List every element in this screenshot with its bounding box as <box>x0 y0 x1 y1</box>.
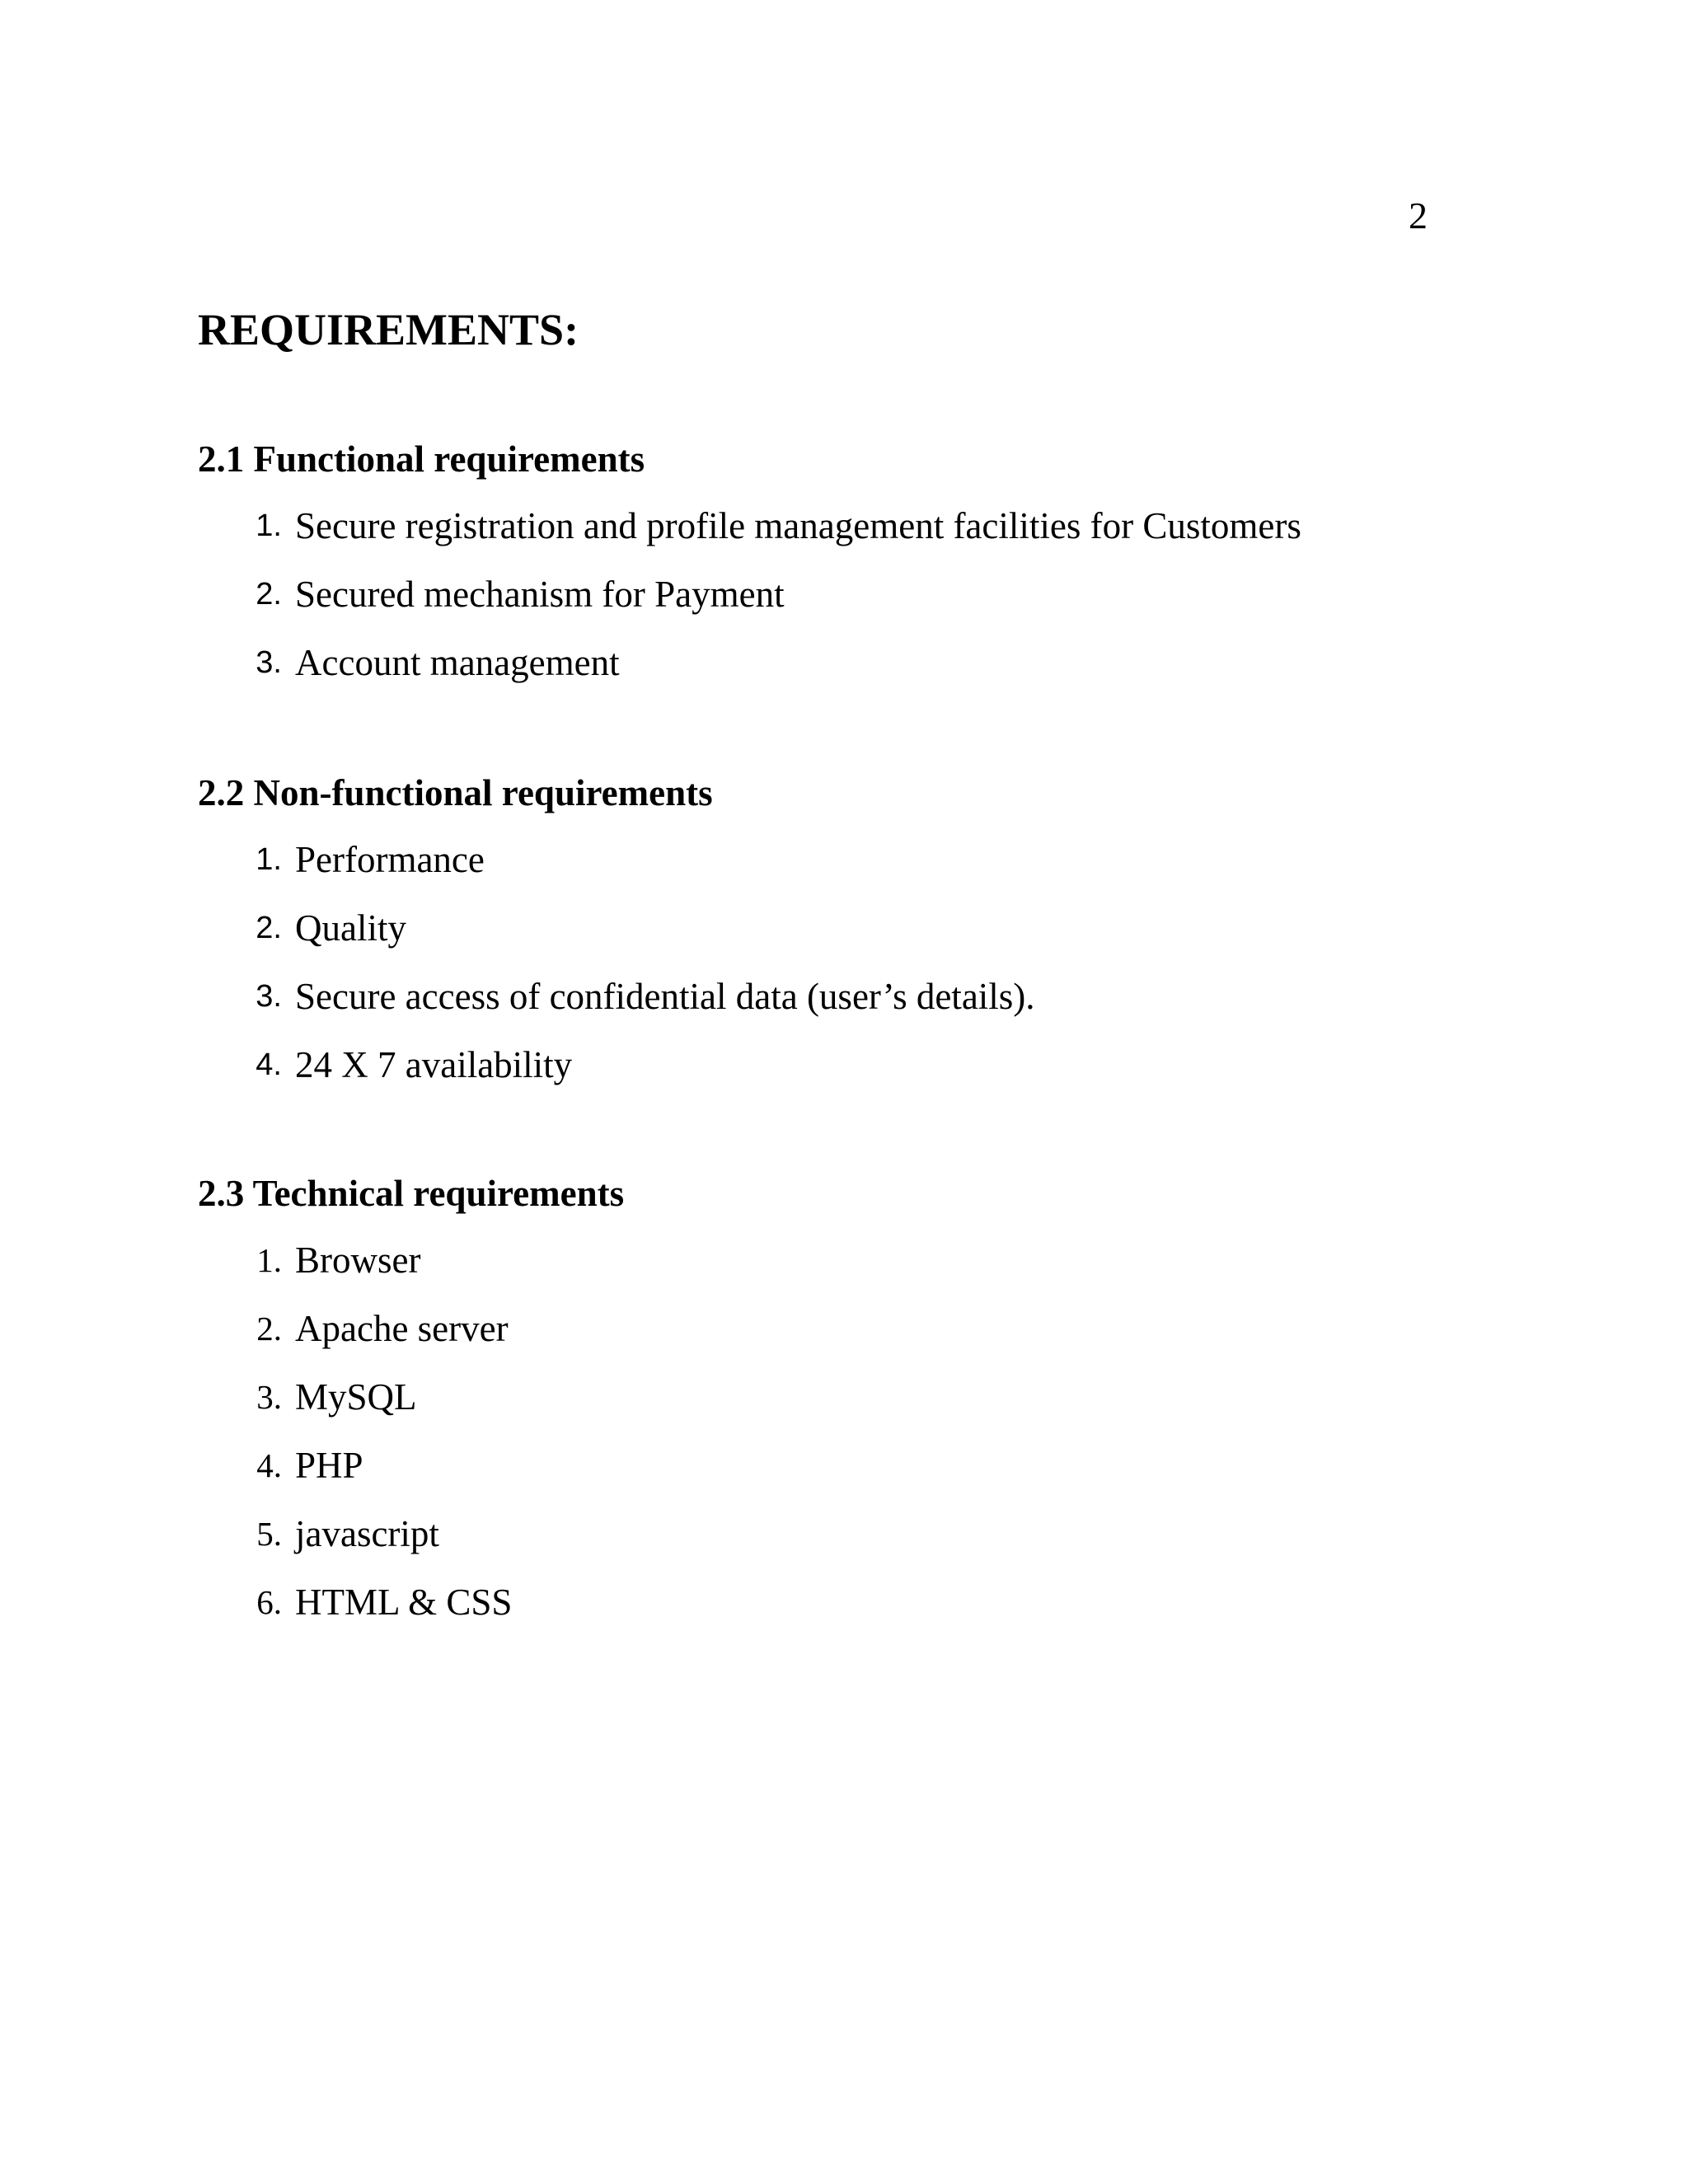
list-item-number: 5. <box>256 1515 282 1553</box>
list-item-number: 4. <box>256 1446 282 1484</box>
page-title: REQUIREMENTS: <box>198 305 579 354</box>
list-item-number: 1. <box>256 842 282 877</box>
list-item-number: 2. <box>256 911 282 945</box>
list-item-text: javascript <box>295 1513 439 1554</box>
section-heading-non-functional: 2.2 Non-functional requirements <box>198 772 713 813</box>
list-item-number: 3. <box>256 979 282 1014</box>
list-item-text: Performance <box>295 839 485 880</box>
list-item-text: Apache server <box>295 1308 509 1349</box>
list-item-text: 24 X 7 availability <box>295 1044 573 1085</box>
list-item-number: 4. <box>256 1047 282 1082</box>
list-item-number: 2. <box>256 577 282 612</box>
list-item-number: 3. <box>256 1378 282 1416</box>
list-item-number: 1. <box>256 509 282 543</box>
list-item-text: Browser <box>295 1240 421 1281</box>
list-item-text: Secure access of confidential data (user’s details). <box>295 976 1035 1017</box>
list-item-number: 6. <box>256 1583 282 1621</box>
section-heading-functional: 2.1 Functional requirements <box>198 438 645 480</box>
list-item-number: 3. <box>256 645 282 680</box>
list-item-text: Account management <box>295 642 620 683</box>
page-number: 2 <box>1409 194 1428 237</box>
list-item-text: Quality <box>295 907 406 949</box>
list-item-number: 1. <box>256 1241 282 1279</box>
section-heading-technical: 2.3 Technical requirements <box>198 1173 625 1214</box>
list-item-text: PHP <box>295 1445 363 1486</box>
list-item-text: MySQL <box>295 1376 417 1418</box>
list-item-number: 2. <box>256 1310 282 1347</box>
list-item-text: Secure registration and profile management facilities for Customers <box>295 505 1301 546</box>
list-item-text: Secured mechanism for Payment <box>295 574 785 615</box>
list-item-text: HTML & CSS <box>295 1582 513 1623</box>
